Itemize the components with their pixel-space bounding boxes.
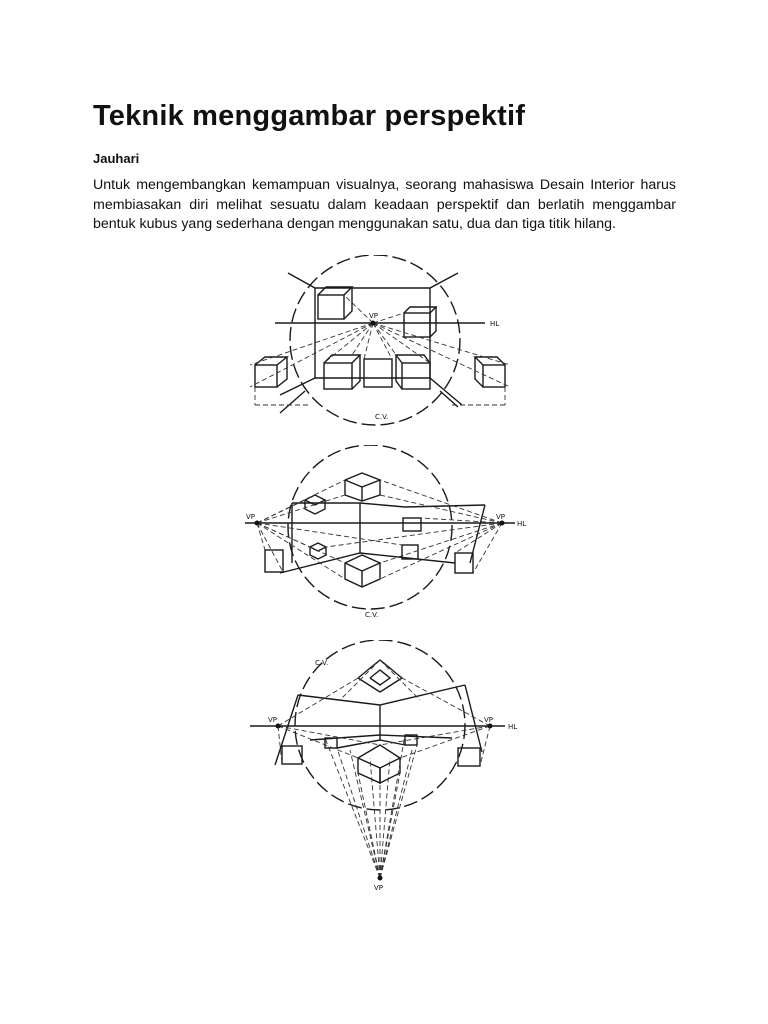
author-name: Jauhari (93, 151, 140, 166)
vp-right-label: VP (496, 513, 506, 521)
cone-of-vision-label: C.V. (315, 659, 329, 667)
vp-left-label: VP (268, 716, 278, 724)
cone-of-vision-label: C.V. (365, 611, 379, 619)
vp-left-label: VP (246, 513, 256, 521)
two-point-perspective-drawing (240, 445, 535, 625)
horizon-label: HL (517, 520, 527, 528)
three-point-perspective-drawing (240, 640, 535, 895)
cone-of-vision-label: C.V. (375, 413, 389, 421)
vp-bottom-label: VP (374, 884, 384, 892)
vp-right-label: VP (484, 716, 494, 724)
intro-paragraph: Untuk mengembangkan kemampuan visualnya, seorang mahasiswa Desain Interior harus membiasakan diri melihat sesuatu dalam keadaan perspektif dan berlatih menggambar bentuk kubus yang sederhana dengan menggunakan satu, dua dan tiga titik hilang. (93, 177, 676, 232)
horizon-label: HL (490, 320, 500, 328)
vp-label: VP (369, 312, 379, 320)
horizon-label: HL (508, 723, 518, 731)
cone-of-vision-circle (288, 445, 452, 609)
one-point-perspective-drawing (240, 255, 530, 430)
document-title: Teknik menggambar perspektif (93, 100, 526, 132)
